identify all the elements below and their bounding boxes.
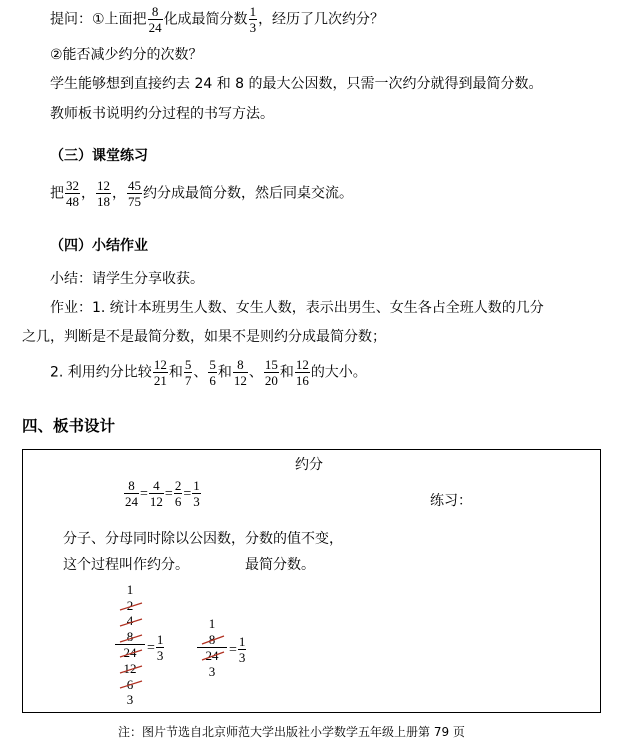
stack-b-result	[229, 634, 247, 665]
practice-suffix: 约分成最简分数，然后同桌交流。	[143, 185, 353, 202]
practice-label: 练习：	[430, 493, 472, 509]
stack-a-result	[147, 632, 165, 663]
equals: =	[147, 640, 155, 656]
fraction: $\frac{8}{12}$	[233, 357, 247, 388]
fraction: $\frac{1}{3}$	[193, 478, 200, 509]
question-1	[50, 4, 384, 35]
heading-board-design: 四、板书设计	[22, 417, 116, 435]
practice-prefix: 把	[50, 185, 64, 202]
fraction: $\frac{12}{16}$	[295, 357, 309, 388]
paragraph-2: 教师板书说明约分过程的书写方法。	[50, 106, 274, 122]
conj: 和	[217, 364, 232, 381]
equals: =	[229, 642, 237, 658]
heading-summary: （四）小结作业	[50, 238, 148, 254]
hw2-prefix: 2. 利用约分比较	[50, 364, 152, 381]
fraction: $\frac{5}{7}$	[184, 357, 192, 388]
stack-number: 3	[208, 663, 216, 679]
fraction: $\frac{12}{21}$	[153, 357, 167, 388]
stack-number: 6	[126, 676, 134, 692]
q1-mid: 化成最简分数	[163, 11, 248, 28]
stack-number: 8	[208, 631, 216, 647]
fraction: $\frac{1}{3}$	[249, 4, 257, 35]
question-2: ②能否减少约分的次数？	[50, 47, 203, 63]
fraction: $\frac{12}{18}$	[97, 178, 110, 209]
conj: 和	[168, 364, 183, 381]
separator: 、	[193, 364, 208, 381]
conj: 和	[279, 364, 294, 381]
board-title: 约分	[295, 457, 323, 473]
board-design-box	[22, 449, 601, 713]
rule-line-1: 分子、分母同时除以公因数，分数的值不变，	[63, 531, 343, 547]
stack-number: 12	[123, 660, 137, 676]
separator: ，	[81, 185, 95, 202]
q1-suffix: ，经历了几次约分？	[258, 11, 385, 28]
practice-line	[50, 178, 353, 209]
summary: 小结：请学生分享收获。	[50, 271, 204, 287]
stack-number: 3	[126, 692, 134, 708]
fraction: $\frac{8}{24}$	[125, 478, 138, 509]
simplest-fraction-label: 最简分数。	[245, 557, 315, 573]
homework-1a: 作业：1. 统计本班男生人数、女生人数，表示出男生、女生各占全班人数的几分	[50, 300, 544, 316]
separator: ，	[112, 185, 126, 202]
fraction: $\frac{32}{48}$	[66, 178, 79, 209]
reduction-chain	[123, 478, 202, 509]
stack-number: 1	[208, 616, 216, 631]
stack-number: 1	[126, 582, 134, 597]
separator: 、	[248, 364, 263, 381]
strike-marks-a	[115, 582, 149, 712]
equals: =	[140, 486, 148, 502]
stack-number: 24	[197, 647, 227, 664]
hw2-suffix: 的大小。	[310, 364, 367, 381]
stack-number: 4	[126, 613, 134, 629]
stack-number: 24	[115, 644, 145, 661]
fraction: $\frac{1}{3}$	[238, 634, 246, 665]
strike-marks-b	[197, 616, 231, 680]
fraction: $\frac{45}{75}$	[128, 178, 141, 209]
stack-number: 8	[126, 628, 134, 644]
fraction: $\frac{4}{12}$	[149, 478, 163, 509]
paragraph-1: 学生能够想到直接约去 24 和 8 的最大公因数，只需一次约分就得到最简分数。	[50, 76, 543, 92]
fraction: $\frac{8}{24}$	[148, 4, 162, 35]
fraction: $\frac{1}{3}$	[156, 632, 164, 663]
footnote: 注：图片节选自北京师范大学出版社小学数学五年级上册第 79 页	[118, 725, 465, 739]
equals: =	[183, 486, 192, 502]
equals: =	[164, 486, 173, 502]
stack-number: 2	[126, 597, 134, 613]
homework-1b: 之几，判断是不是最简分数，如果不是则约分成最简分数；	[22, 329, 386, 345]
fraction: $\frac{15}{20}$	[264, 357, 278, 388]
homework-2	[50, 357, 367, 388]
rule-line-2: 这个过程叫作约分。	[63, 557, 189, 573]
fraction: $\frac{5}{6}$	[209, 357, 216, 388]
fraction: $\frac{2}{6}$	[174, 478, 182, 509]
q1-prefix: 提问：①上面把	[50, 11, 147, 28]
heading-practice: （三）课堂练习	[50, 148, 148, 164]
